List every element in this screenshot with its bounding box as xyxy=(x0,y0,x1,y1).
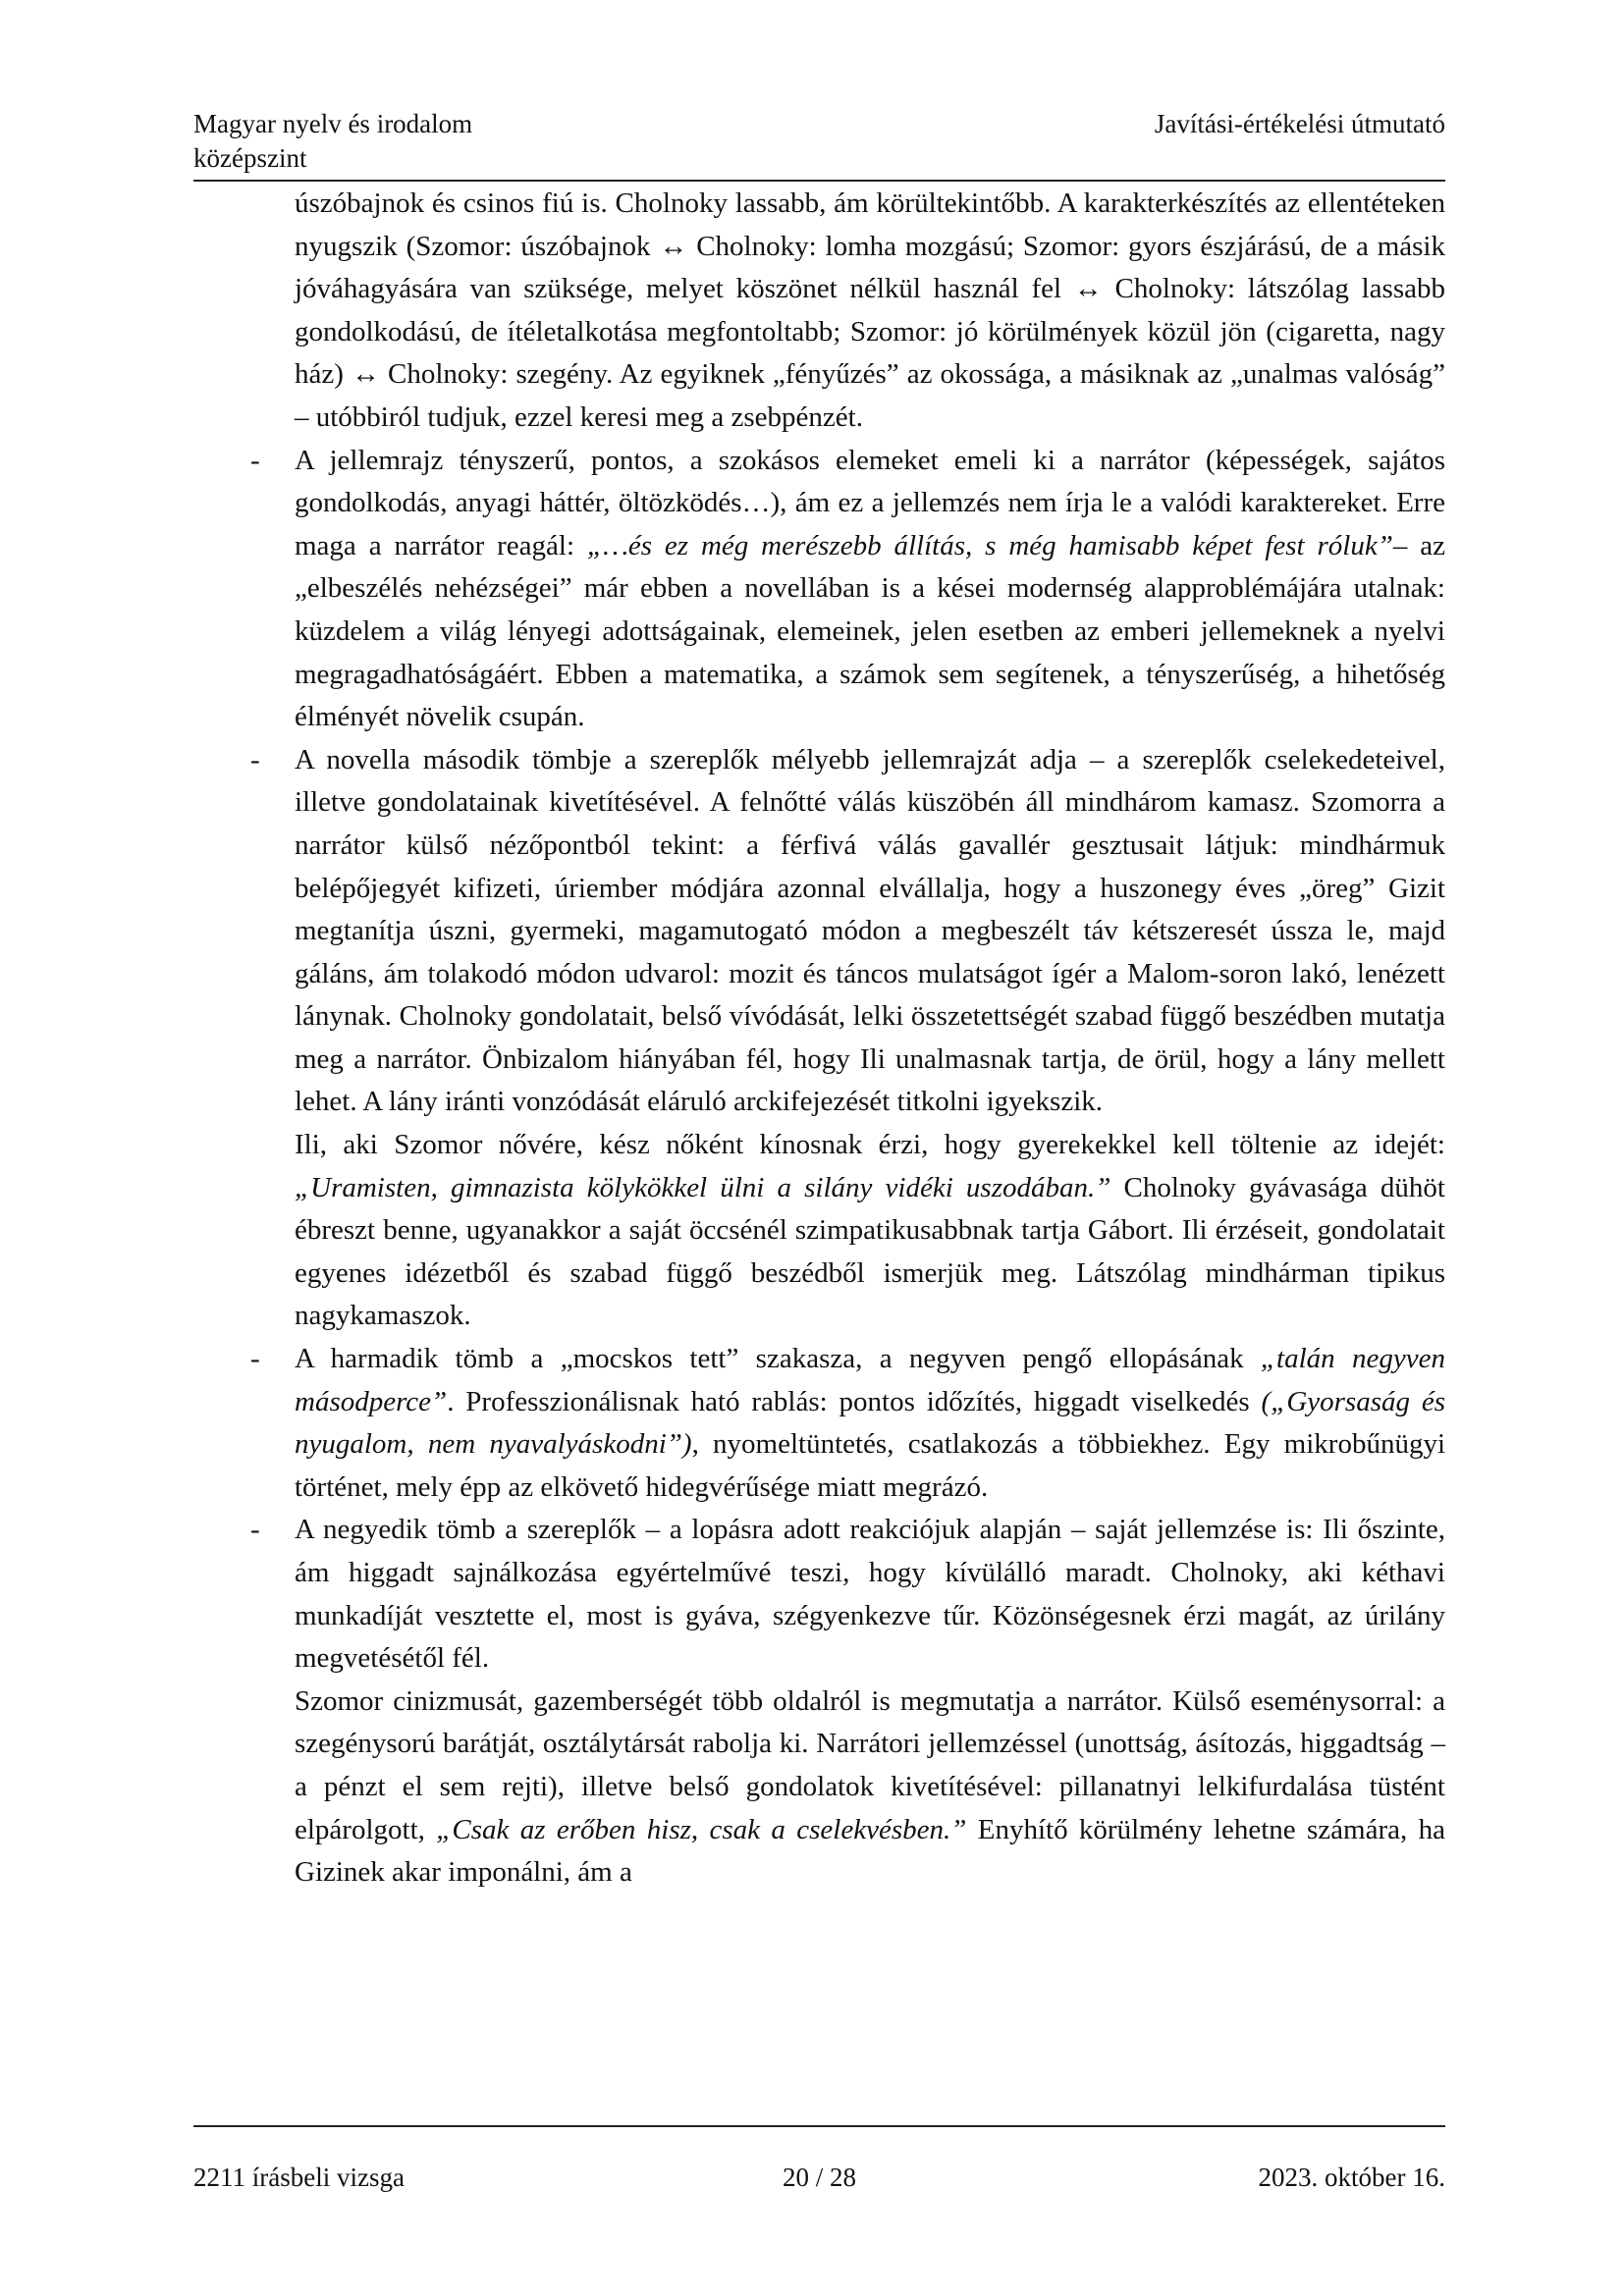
quote: „…és ez még merészebb állítás, s még hamisabb képet fest róluk” xyxy=(586,529,1393,561)
quote: „Csak az erőben hisz, csak a cselekvésben.” xyxy=(436,1813,967,1845)
header-doc-title: Javítási-értékelési útmutató xyxy=(1154,109,1445,138)
page-header xyxy=(193,107,1445,182)
bullet-negyedik-tomb: - A negyedik tömb a szereplők – a lopásra adott reakciójuk alapján – saját jellemzése is: Ili őszinte, ám higgadt sajnálkozása egyértelművé teszi, hogy kívülálló maradt. Cholnoky, aki kéthavi munkadíját vesztette el, most is gyáva, szégyenkezve tűr. Közönségesnek érzi magát, az úrilány megvetésétől fél. xyxy=(295,1509,1445,1680)
bullet-masodik-tomb: - A novella második tömbje a szereplők mélyebb jellemrajzát adja – a szereplők cselekedeteivel, illetve gondolatainak kivetítésével. A felnőtté válás küszöbén áll mindhárom kamasz. Szomorra a narrátor külső nézőpontból tekint: a férfivá válás gavallér gesztusait látjuk: mindhármuk belépőjegyét kifizeti, úriember módjára azonnal elvállalja, hogy a huszonegy éves „öreg” Gizit megtanítja úszni, gyermeki, magamutogató módon a megbeszélt táv kétszeresét ússza le, majd gáláns, ám tolakodó módon udvarol: mozit és táncos mulatságot ígér a Malom-soron lakó, lenézett lánynak. Cholnoky gondolatait, belső vívódását, lelki összetettségét szabad függő beszédben mutatja meg a narrátor. Önbizalom hiányában fél, hogy Ili unalmasnak tartja, de örül, hogy a lány mellett lehet. A lány iránti vonzódását eláruló arckifejezését titkolni igyekszik. xyxy=(295,739,1445,1124)
paragraph-szomor: Szomor cinizmusát, gazemberségét több oldalról is megmutatja a narrátor. Külső eseménysorral: a szegénysorú barátját, osztálytársát rabolja ki. Narrátori jellemzéssel (unottság, ásítozás, higgadtság – a pénzt el sem rejti), illetve belső gondolatok kivetítésével: pillanatnyi lelkifurdalása tüstént elpárolgott, „Csak az erőben hisz, csak a cselekvésben.” Enyhítő körülmény lehetne számára, ha Gizinek akar imponálni, ám a xyxy=(295,1684,1445,1889)
page-footer xyxy=(193,2161,1445,2195)
bullet-dash: - xyxy=(250,1514,260,1546)
bullet-harmadik-tomb: - A harmadik tömb a „mocskos tett” szakasza, a negyven pengő ellopásának „talán negyven másodperce”. Professzionálisnak ható rablás: pontos időzítés, higgadt viselkedés („Gyorsaság és nyugalom, nem nyavalyáskodni”), nyomeltüntetés, csatlakozás a többiekhez. Egy mikrobűnügyi történet, mely épp az elkövető hidegvérűsége miatt megrázó. xyxy=(295,1338,1445,1509)
bullet-jellemrajz: - A jellemrajz tényszerű, pontos, a szokásos elemeket emeli ki a narrátor (képességek, sajátos gondolkodás, anyagi háttér, öltözködés…), ám ez a jellemzés nem írja le a valódi karaktereket. Erre maga a narrátor reagál: „…és ez még merészebb állítás, s még hamisabb képet fest róluk”– az „elbeszélés nehézségei” már ebben a novellában is a kései modernség alapproblémájára utalnak: küzdelem a világ lényegi adottságainak, elemeinek, jelen esetben az emberi jellemeknek a nyelvi megragadhatóságáért. Ebben a matematika, a számok sem segítenek, a tényszerűség, a hihetőség élményét növelik csupán. xyxy=(295,440,1445,739)
header-level: középszint xyxy=(193,143,307,173)
bullet-dash: - xyxy=(250,743,260,775)
footer-divider xyxy=(193,2125,1445,2127)
quote: „talán negyven másodperce” xyxy=(295,1343,1445,1417)
page-number: 20 / 28 xyxy=(782,2163,856,2192)
footer-exam: 2211 írásbeli vizsga xyxy=(193,2163,405,2192)
quote: „Uramisten, gimnazista kölykökkel ülni a silány vidéki uszodában.” xyxy=(295,1171,1111,1203)
paragraph-continuation: úszóbajnok és csinos fiú is. Cholnoky lassabb, ám körültekintőbb. A karakterkészítés az ellentéteken nyugszik (Szomor: úszóbajnok ↔ Cholnoky: lomha mozgású; Szomor: gyors észjárású, de a másik jóváhagyására van szüksége, melyet köszönet nélkül használ fel ↔ Cholnoky: látszólag lassabb gondolkodású, de ítéletalkotása megfontoltabb; Szomor: jó körülmények közül jön (cigaretta, nagy ház) ↔ Cholnoky: szegény. Az egyiknek „fényűzés” az okossága, a másiknak az „unalmas valóság” – utóbbiról tudjuk, ezzel keresi meg a zsebpénzét. xyxy=(295,187,1445,433)
bullet-dash: - xyxy=(250,444,260,476)
paragraph-ili: Ili, aki Szomor nővére, kész nőként kínosnak érzi, hogy gyerekekkel kell töltenie az idejét: „Uramisten, gimnazista kölykökkel ülni a silány vidéki uszodában.” Cholnoky gyávasága dühöt ébreszt benne, ugyanakkor a saját öccsénél szimpatikusabbnak tartja Gábort. Ili érzéseit, gondolatait egyenes idézetből és szabad függő beszédből ismerjük meg. Látszólag mindhárman tipikus nagykamaszok. xyxy=(295,1129,1445,1332)
header-subject: Magyar nyelv és irodalom xyxy=(193,109,473,138)
quote: („Gyorsaság és nyugalom, nem nyavalyáskodni”) xyxy=(295,1385,1445,1461)
page-content xyxy=(250,183,1446,1895)
footer-date: 2023. október 16. xyxy=(1258,2163,1445,2192)
bullet-dash: - xyxy=(250,1343,260,1375)
